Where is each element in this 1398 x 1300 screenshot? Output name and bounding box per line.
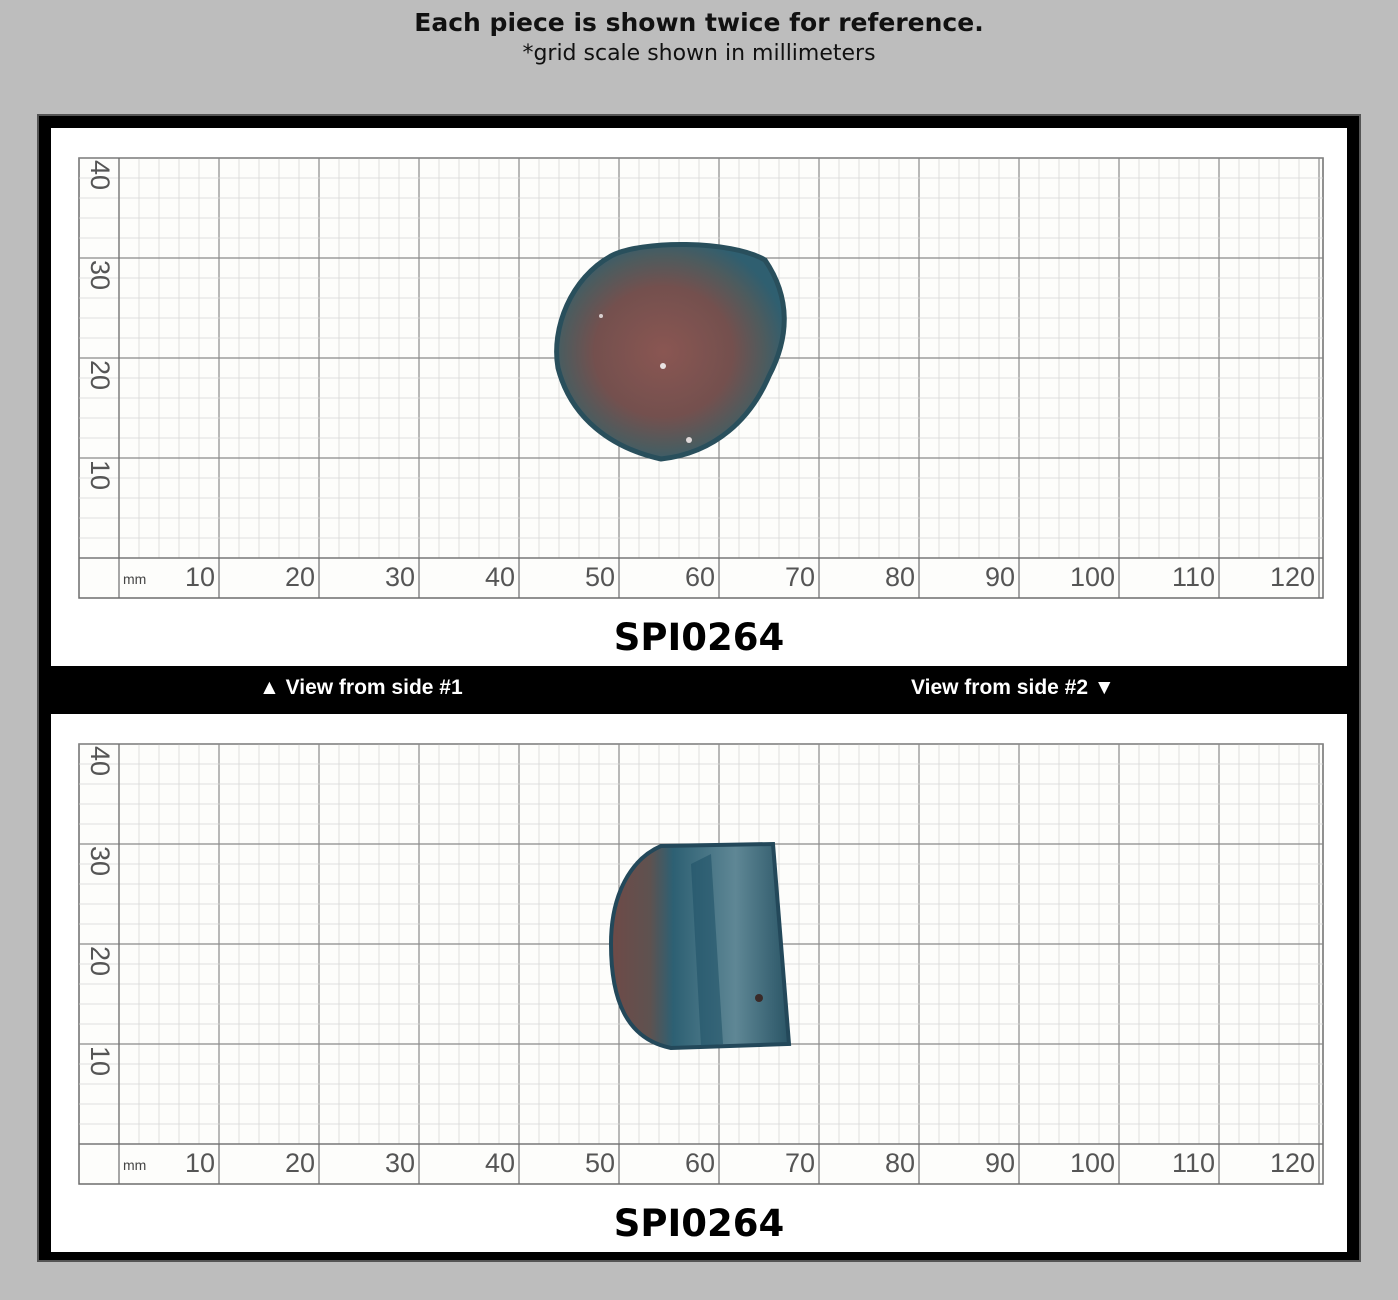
x-tick-label: 40 [484,1148,515,1178]
y-tick-label: 10 [85,1046,115,1077]
view-side-1-label: ▲ View from side #1 [259,676,463,699]
page-header-subtitle: *grid scale shown in millimeters [522,41,876,66]
x-tick-label: 90 [984,562,1015,592]
x-tick-label: 110 [1171,562,1215,592]
x-tick-label: 70 [784,562,815,592]
x-tick-label: 60 [684,1148,715,1178]
x-tick-label: 30 [384,1148,415,1178]
unit-label: mm [123,1157,147,1173]
x-tick-label: 80 [884,1148,915,1178]
x-tick-label: 70 [784,1148,815,1178]
x-tick-label: 20 [284,1148,315,1178]
grid-top [51,128,1347,608]
x-tick-label: 60 [684,562,715,592]
y-tick-label: 10 [85,460,115,491]
glass-piece-side-2 [611,844,789,1048]
unit-label: mm [123,571,147,587]
panel-side-1 [51,128,1347,666]
page-header-title: Each piece is shown twice for reference. [414,8,984,37]
y-tick-label: 40 [85,746,115,777]
y-tick-label: 20 [85,946,115,977]
x-tick-label: 50 [584,1148,615,1178]
view-side-2-label: View from side #2 ▼ [911,676,1115,699]
x-tick-label: 20 [284,562,315,592]
x-tick-label: 90 [984,1148,1015,1178]
y-tick-label: 30 [85,846,115,877]
x-tick-label: 120 [1269,1148,1315,1178]
x-tick-label: 80 [884,562,915,592]
panel-side-2 [51,714,1347,1252]
item-code: SPI0264 [613,1202,785,1245]
y-tick-label: 20 [85,360,115,391]
x-tick-label: 40 [484,562,515,592]
x-tick-label: 10 [184,1148,215,1178]
x-tick-label: 100 [1069,562,1115,592]
photo-frame [37,114,1361,1262]
x-tick-label: 120 [1269,562,1315,592]
x-tick-label: 30 [384,562,415,592]
x-tick-label: 10 [184,562,215,592]
y-tick-label: 30 [85,260,115,291]
x-tick-label: 100 [1069,1148,1115,1178]
item-code: SPI0264 [613,616,785,659]
x-tick-label: 110 [1171,1148,1215,1178]
grid-bottom [51,714,1347,1194]
y-tick-label: 40 [85,160,115,191]
x-tick-label: 50 [584,562,615,592]
